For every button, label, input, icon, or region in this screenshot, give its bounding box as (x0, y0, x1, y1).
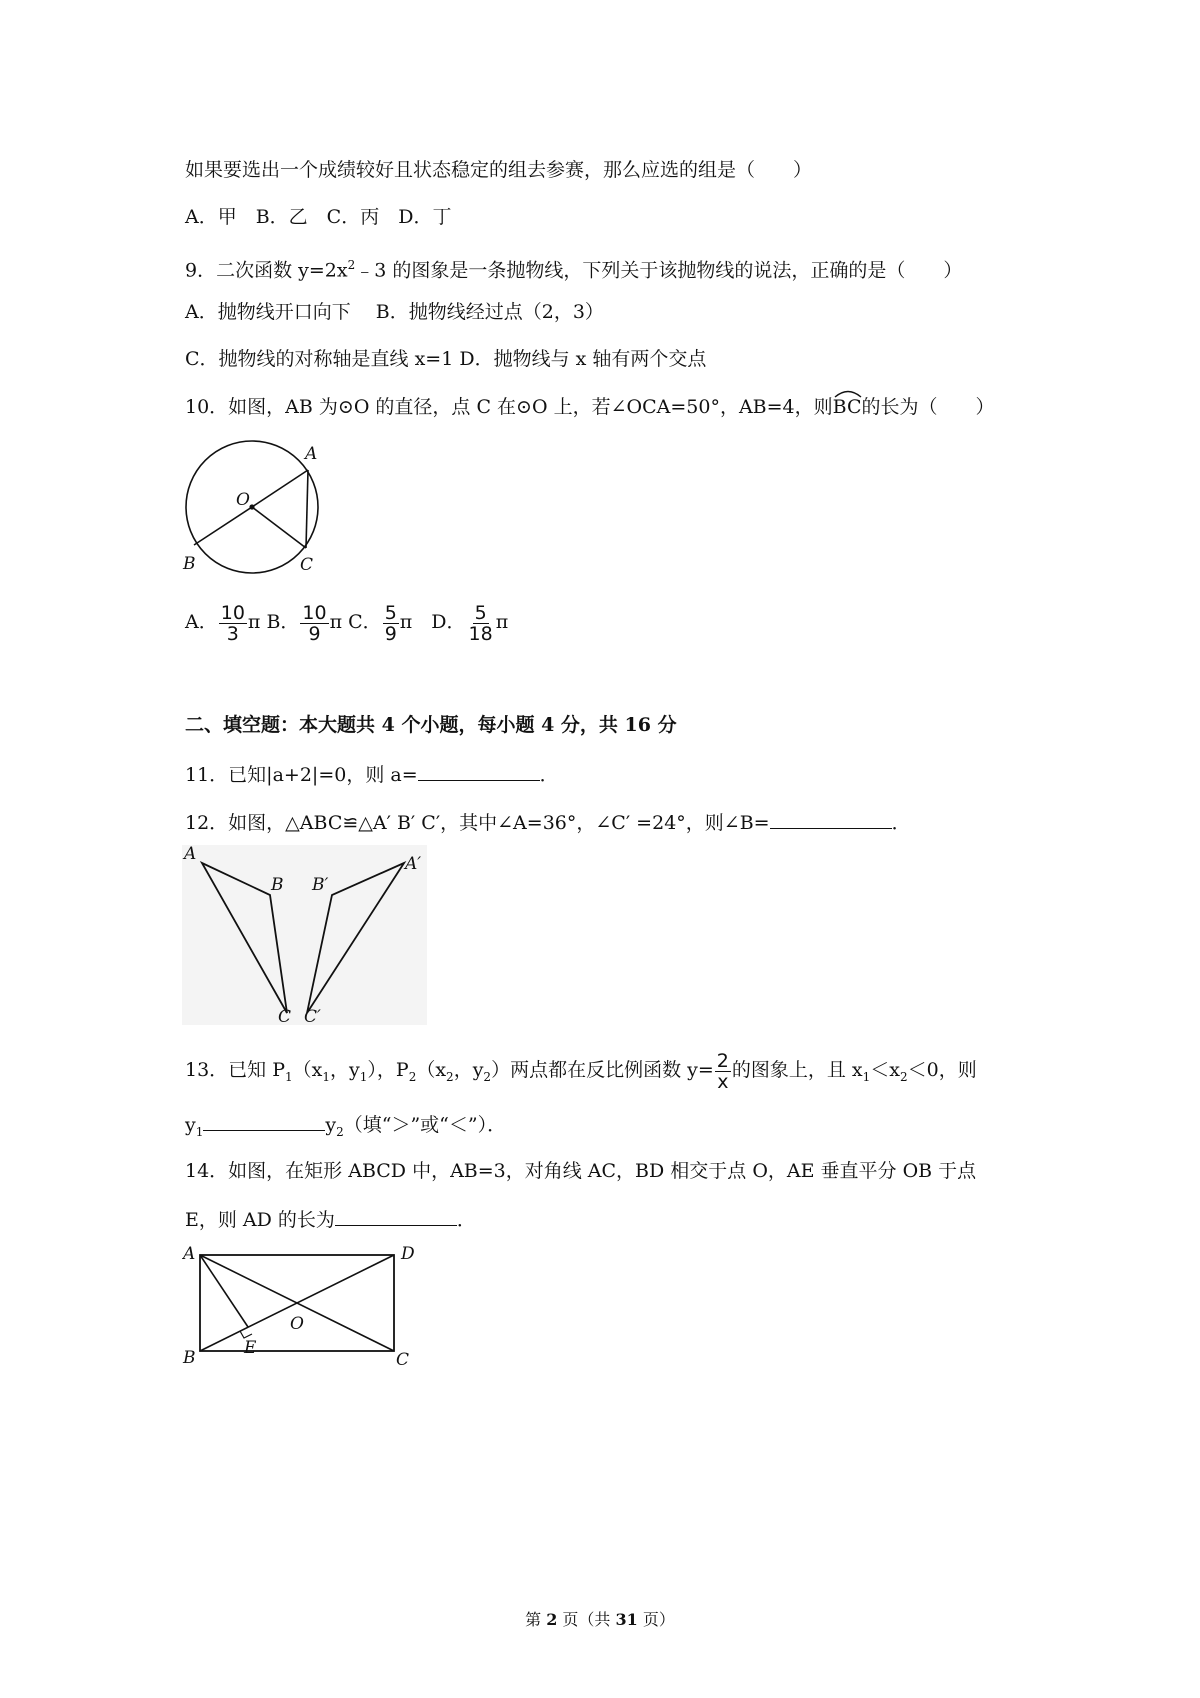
subscript: 2 (899, 1069, 908, 1084)
q11-stem-part: 11．已知|a+2|=0，则 a= (185, 764, 418, 786)
q13-line2 (185, 1110, 506, 1145)
segment-ob (194, 507, 252, 545)
segment-oc (252, 507, 306, 548)
q14-stem-line2 (185, 1205, 476, 1233)
q9-stem (185, 252, 962, 283)
q10-stem-part: 10．如图，AB 为⊙O 的直径，点 C 在⊙O 上，若∠OCA=50°，AB=4，则 (185, 396, 833, 418)
q13-stem-part: ＜x (870, 1059, 900, 1081)
label-b-prime: B′ (312, 875, 329, 895)
label-a: A (305, 444, 318, 464)
q13-stem-part: ＜0，则 (907, 1059, 977, 1081)
subscript: 2 (483, 1069, 492, 1084)
subscript: 1 (862, 1069, 871, 1084)
q12-triangles-figure (182, 845, 427, 1025)
label-a-prime: A′ (405, 854, 422, 874)
q13-stem (185, 1048, 977, 1099)
option-suffix: π B． (247, 611, 300, 633)
page-number: 2 (546, 1610, 558, 1629)
segment-ac (306, 470, 308, 548)
q12-stem-part: ． (891, 812, 911, 834)
answer-blank (203, 1110, 325, 1131)
fraction (300, 603, 328, 644)
label-d: D (401, 1244, 415, 1264)
fraction-denominator: 9 (384, 622, 397, 645)
q13-stem-part: （填“＞”或“＜”）． (343, 1114, 507, 1136)
arc-symbol-icon (833, 388, 863, 398)
subscript: 1 (359, 1069, 368, 1084)
q10-options (185, 600, 508, 644)
subscript: 1 (195, 1124, 204, 1139)
arc-label: BC (832, 396, 862, 418)
fraction-numerator: 5 (384, 601, 397, 624)
q13-stem-part: ，y (453, 1059, 484, 1081)
q13-stem-part: y (325, 1114, 337, 1136)
q14-stem-part: ． (456, 1209, 476, 1231)
page-total: 31 (615, 1610, 638, 1629)
q9-options-row1: A．抛物线开口向下 B．抛物线经过点（2，3） (185, 301, 604, 323)
label-c: C (278, 1007, 292, 1025)
answer-blank (418, 760, 540, 781)
fraction-denominator: 18 (468, 622, 493, 645)
fraction-numerator: 10 (220, 601, 245, 624)
label-b: B (183, 554, 196, 574)
q14-rectangle-figure (182, 1243, 417, 1368)
page-footer (0, 1607, 1200, 1630)
subscript: 2 (336, 1124, 344, 1139)
label-b: B (271, 875, 284, 895)
q13-stem-part: 13．已知 P (185, 1059, 286, 1081)
q13-stem-part: 的图象上，且 x (731, 1059, 863, 1081)
q8-options: A．甲 B．乙 C．丙 D．丁 (185, 206, 452, 228)
segment-ae (200, 1255, 248, 1327)
q13-stem-part: ）两点都在反比例函数 y= (491, 1059, 714, 1081)
q13-stem-part: （x (416, 1059, 447, 1081)
q13-stem-part: ，y (330, 1059, 360, 1081)
q11-stem (185, 760, 559, 788)
fraction-denominator: 9 (308, 622, 321, 645)
footer-text: 页） (637, 1610, 675, 1629)
fraction (383, 603, 399, 644)
fraction-numerator: 10 (302, 601, 327, 624)
label-b: B (183, 1348, 196, 1368)
option-suffix: π (495, 611, 509, 633)
q10-stem (185, 394, 995, 420)
q8-stem: 如果要选出一个成绩较好且状态稳定的组去参赛，那么应选的组是（ ） (185, 159, 813, 181)
label-c-prime: C′ (304, 1007, 321, 1025)
q9-exponent: 2 (347, 258, 356, 272)
q12-stem (185, 808, 911, 836)
label-c: C (396, 1350, 410, 1368)
q14-stem-part: E，则 AD 的长为 (185, 1209, 335, 1231)
segment-oa (252, 470, 308, 507)
q13-stem-part: ），P (367, 1059, 409, 1081)
section-title: 二、填空题：本大题共 4 个小题，每小题 4 分，共 16 分 (185, 714, 677, 736)
subscript: 2 (446, 1069, 454, 1084)
q10-stem-part: 的长为（ ） (861, 396, 995, 418)
q9-options-row2: C．抛物线的对称轴是直线 x=1 D．抛物线与 x 轴有两个交点 (185, 348, 707, 370)
option-suffix: π D． (399, 611, 466, 633)
label-o: O (236, 490, 250, 510)
q13-stem-part: y (185, 1114, 196, 1136)
subscript: 1 (322, 1069, 331, 1084)
answer-blank (770, 808, 892, 829)
option-suffix: π C． (329, 611, 382, 633)
subscript: 1 (285, 1069, 293, 1084)
fraction (467, 603, 495, 644)
q10-circle-figure (182, 437, 322, 577)
label-a: A (183, 1244, 196, 1264)
footer-text: 页（共 (557, 1610, 616, 1629)
fraction (219, 603, 247, 644)
label-a: A (184, 845, 197, 864)
fraction-numerator: 5 (474, 601, 487, 624)
label-e: E (244, 1338, 257, 1358)
answer-blank (335, 1205, 457, 1226)
fraction-denominator: x (717, 1070, 729, 1093)
q9-stem-part: ﹣3 的图象是一条抛物线，下列关于该抛物线的说法，正确的是（ ） (355, 259, 963, 282)
footer-text: 第 (525, 1610, 547, 1629)
option-prefix: A． (185, 611, 218, 633)
right-angle-mark (240, 1331, 252, 1338)
q13-stem-part: （x (292, 1059, 323, 1081)
label-o: O (290, 1314, 304, 1334)
q11-stem-part: ． (539, 764, 559, 786)
fraction (715, 1051, 731, 1092)
q9-stem-part: 9．二次函数 y=2x (185, 259, 348, 282)
subscript: 2 (408, 1069, 417, 1084)
q12-stem-part: 12．如图，△ABC≌△A′ B′ C′，其中∠A=36°，∠C′ =24°，则∠B= (185, 812, 770, 834)
arc-bc-notation (833, 394, 862, 420)
q14-stem: 14．如图，在矩形 ABCD 中，AB=3，对角线 AC，BD 相交于点 O，AE 垂直平分 OB 于点 (185, 1160, 977, 1182)
fraction-numerator: 2 (716, 1049, 729, 1072)
fraction-denominator: 3 (226, 622, 239, 645)
label-c: C (300, 555, 314, 575)
center-point (249, 504, 254, 509)
